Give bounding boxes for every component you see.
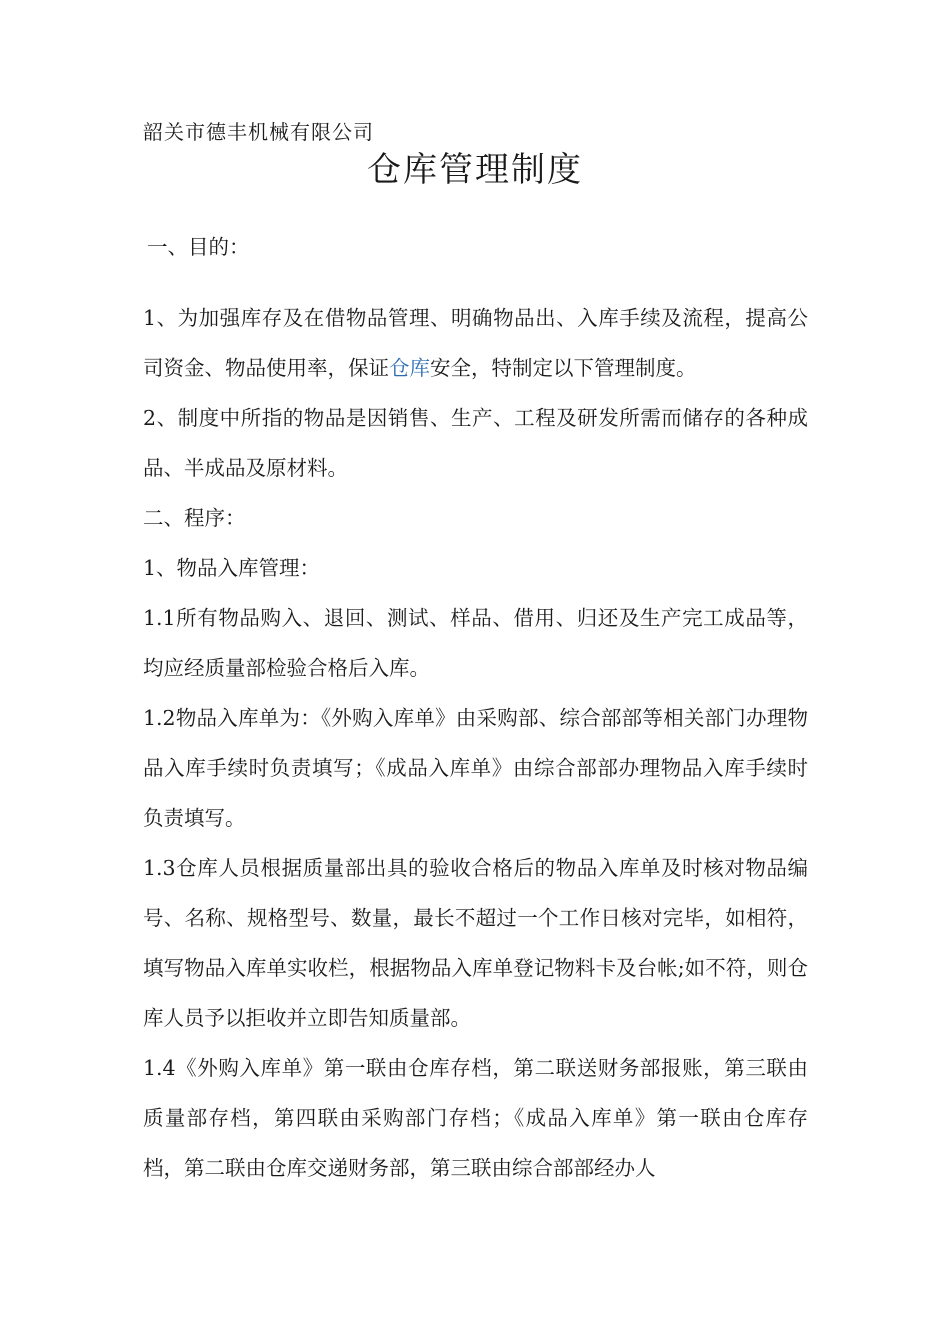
company-name: 韶关市德丰机械有限公司 bbox=[143, 120, 374, 144]
section-heading-procedure: 二、程序： bbox=[143, 506, 246, 530]
paragraph-1-2: 1.2物品入库单为：《外购入库单》由采购部、综合部部等相关部门办理物品入库手续时负责填写；《成品入库单》由综合部部办理物品入库手续时负责填写。 bbox=[143, 706, 808, 830]
document-title: 仓库管理制度 bbox=[367, 150, 583, 190]
paragraph-purpose-1 bbox=[143, 293, 808, 393]
paragraph-text: 安全，特制定以下管理制度。 bbox=[430, 356, 697, 380]
subsection-heading-inbound: 1、物品入库管理： bbox=[143, 556, 321, 580]
document-body bbox=[143, 222, 808, 1193]
warehouse-link[interactable]: 仓库 bbox=[389, 356, 430, 380]
paragraph-1-4: 1.4《外购入库单》第一联由仓库存档，第二联送财务部报账，第三联由质量部存档，第四联由采购部门存档；《成品入库单》第一联由仓库存档，第二联由仓库交递财务部，第三联由综合部部经办人 bbox=[143, 1056, 808, 1180]
paragraph-1-3: 1.3仓库人员根据质量部出具的验收合格后的物品入库单及时核对物品编号、名称、规格型号、数量，最长不超过一个工作日核对完毕，如相符，填写物品入库单实收栏，根据物品入库单登记物料卡及台帐;如不符，则仓库人员予以拒收并立即告知质量部。 bbox=[143, 856, 808, 1030]
section-heading-purpose: 一、目的： bbox=[147, 235, 250, 259]
paragraph-text: 1、为加强库存及在借物品管理、明确物品出、入库手续及流程，提高公司资金、物品使用率，保证 bbox=[143, 306, 808, 380]
paragraph-purpose-2: 2、制度中所指的物品是因销售、生产、工程及研发所需而储存的各种成品、半成品及原材料。 bbox=[143, 406, 808, 480]
paragraph-1-1: 1.1所有物品购入、退回、测试、样品、借用、归还及生产完工成品等，均应经质量部检验合格后入库。 bbox=[143, 606, 808, 680]
